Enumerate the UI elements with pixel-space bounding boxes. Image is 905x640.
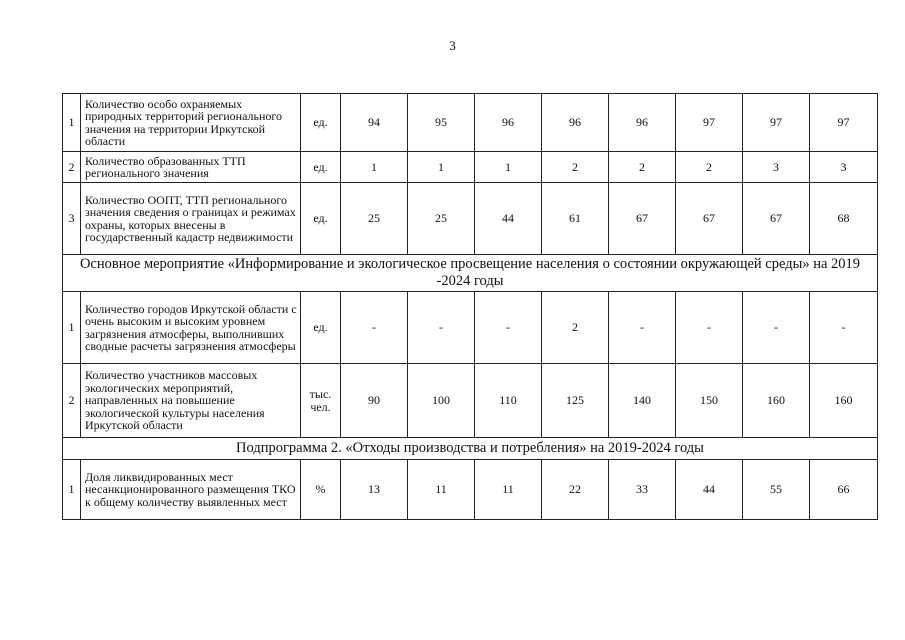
value-cell: 61 [542,183,609,255]
value-cell: 150 [676,364,743,438]
value-cell: 55 [743,460,810,520]
value-cell: - [743,292,810,364]
value-cell: 97 [810,94,878,152]
value-cell: 97 [676,94,743,152]
indicator-name: Количество образованных ТТП регионального значения [81,152,301,183]
value-cell: 97 [743,94,810,152]
value-cell: 25 [408,183,475,255]
value-cell: 100 [408,364,475,438]
unit-cell: ед. [301,152,341,183]
value-cell: 95 [408,94,475,152]
value-cell: 1 [341,152,408,183]
section-title: Подпрограмма 2. «Отходы производства и потребления» на 2019-2024 годы [63,438,878,460]
value-cell: 67 [743,183,810,255]
table-row [63,292,878,364]
value-cell: 90 [341,364,408,438]
indicator-name: Количество особо охраняемых природных территорий регионального значения на территории Иркутской области [81,94,301,152]
indicator-name: Количество городов Иркутской области с очень высоким и высоким уровнем загрязнения атмосферы, выполнивших сводные расчеты загрязнения атмосферы [81,292,301,364]
value-cell: 110 [475,364,542,438]
unit-cell: тыс. чел. [301,364,341,438]
value-cell: 125 [542,364,609,438]
value-cell: 44 [475,183,542,255]
value-cell: 11 [408,460,475,520]
unit-cell: ед. [301,94,341,152]
value-cell: 11 [475,460,542,520]
value-cell: 68 [810,183,878,255]
unit-cell: % [301,460,341,520]
table-row [63,152,878,183]
unit-cell: ед. [301,183,341,255]
row-number: 3 [63,183,81,255]
row-number: 2 [63,364,81,438]
section-title: Основное мероприятие «Информирование и экологическое просвещение населения о состоянии окружающей среды» на 2019 -2024 годы [63,255,878,292]
value-cell: - [408,292,475,364]
value-cell: 66 [810,460,878,520]
value-cell: 2 [609,152,676,183]
table-row [63,183,878,255]
section-header-row [63,438,878,460]
indicator-name: Доля ликвидированных мест несанкционированного размещения ТКО к общему количеству выявленных мест [81,460,301,520]
row-number: 1 [63,292,81,364]
value-cell: 94 [341,94,408,152]
table-row [63,94,878,152]
value-cell: 25 [341,183,408,255]
value-cell: 140 [609,364,676,438]
value-cell: 13 [341,460,408,520]
page-number: 3 [449,38,456,53]
value-cell: 67 [609,183,676,255]
value-cell: 67 [676,183,743,255]
value-cell: 96 [609,94,676,152]
row-number: 1 [63,94,81,152]
value-cell: - [609,292,676,364]
table-row [63,460,878,520]
value-cell: 160 [743,364,810,438]
value-cell: 2 [542,152,609,183]
value-cell: - [676,292,743,364]
value-cell: 22 [542,460,609,520]
section-header-row [63,255,878,292]
value-cell: 3 [743,152,810,183]
value-cell: - [475,292,542,364]
indicator-name: Количество участников массовых экологических мероприятий, направленных на повышение экологической культуры населения Иркутской области [81,364,301,438]
indicator-name: Количество ООПТ, ТТП регионального значения сведения о границах и режимах охраны, которых внесены в государственный кадастр недвижимости [81,183,301,255]
value-cell: 1 [475,152,542,183]
value-cell: 96 [542,94,609,152]
value-cell: - [810,292,878,364]
value-cell: - [341,292,408,364]
value-cell: 2 [676,152,743,183]
value-cell: 1 [408,152,475,183]
table-row [63,364,878,438]
row-number: 1 [63,460,81,520]
value-cell: 96 [475,94,542,152]
value-cell: 160 [810,364,878,438]
value-cell: 33 [609,460,676,520]
indicators-table [62,93,878,520]
value-cell: 3 [810,152,878,183]
value-cell: 44 [676,460,743,520]
value-cell: 2 [542,292,609,364]
unit-cell: ед. [301,292,341,364]
row-number: 2 [63,152,81,183]
